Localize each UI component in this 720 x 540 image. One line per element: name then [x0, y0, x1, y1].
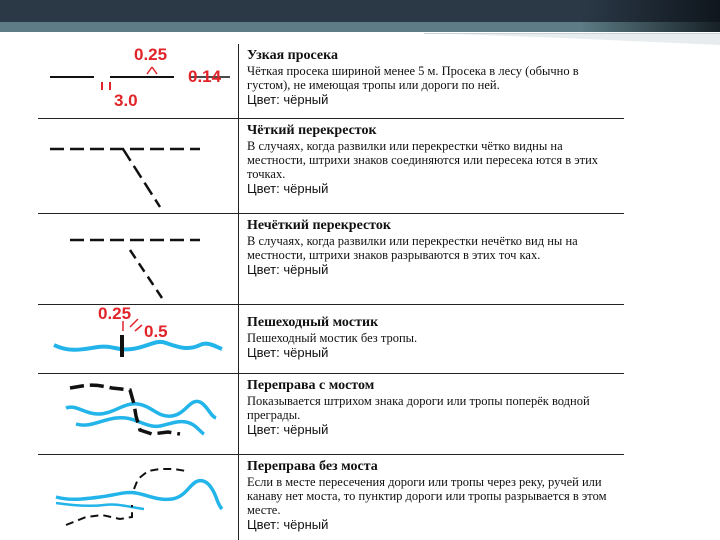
distinct-junction-symbol	[40, 119, 234, 213]
symbol-row-distinct-junction	[38, 119, 624, 213]
symbol-description	[247, 459, 623, 533]
symbol-text: В случаях, когда развилки или перекрестки чётко видны на местности, штрихи знаков соединяются или пересека ются в этих точках.	[247, 139, 599, 181]
symbol-title: Чёткий перекресток	[247, 123, 377, 138]
symbol-description	[247, 315, 623, 361]
dimension-label: 0.25	[134, 45, 168, 64]
symbol-color: Цвет: чёрный	[247, 422, 329, 437]
indistinct-junction-symbol	[40, 214, 234, 304]
symbol-table	[38, 44, 624, 540]
symbol-description	[247, 218, 623, 278]
symbol-text: В случаях, когда развилки или перекрестки нечётко вид ны на местности, штрихи знаков разрываются в этих точ ках.	[247, 234, 578, 262]
symbol-title: Нечёткий перекресток	[247, 218, 391, 233]
symbol-color: Цвет: чёрный	[247, 92, 329, 107]
dimension-label: 0.14	[188, 67, 222, 86]
symbol-description	[247, 378, 623, 438]
symbol-text: Если в месте пересечения дороги или тропы через реку, ручей или канаву нет моста, то пунктир дороги или тропы разрывается в этом месте.	[247, 475, 607, 517]
symbol-description	[247, 123, 623, 197]
dimension-label: 3.0	[114, 91, 138, 110]
symbol-description	[247, 48, 623, 108]
symbol-color: Цвет: чёрный	[247, 262, 329, 277]
symbol-title: Пешеходный мостик	[247, 315, 379, 330]
symbol-row-crossing-with-bridge	[38, 374, 624, 454]
symbol-title: Переправа без моста	[247, 459, 378, 474]
symbol-row-footbridge	[38, 305, 624, 373]
footbridge-symbol	[40, 305, 234, 373]
symbol-text: Чёткая просека шириной менее 5 м. Просека в лесу (обычно в густом), не имеющая тропы или дороги по ней.	[247, 64, 579, 92]
dimension-label: 0.25	[98, 304, 132, 323]
symbol-row-indistinct-junction	[38, 214, 624, 304]
symbol-text: Пешеходный мостик без тропы.	[247, 331, 418, 345]
symbol-color: Цвет: чёрный	[247, 345, 329, 360]
symbol-title: Узкая просека	[247, 48, 338, 63]
slide-header-shade	[580, 0, 720, 32]
symbol-row-narrow-cutting	[38, 44, 624, 118]
symbol-row-crossing-without-bridge	[38, 455, 624, 540]
symbol-color: Цвет: чёрный	[247, 181, 329, 196]
crossing-without-bridge-symbol	[40, 455, 234, 540]
dimension-label: 0.5	[144, 322, 168, 341]
symbol-title: Переправа с мостом	[247, 378, 375, 393]
crossing-with-bridge-symbol	[40, 374, 234, 454]
symbol-color: Цвет: чёрный	[247, 517, 329, 532]
symbol-text: Показывается штрихом знака дороги или тропы поперёк водной преграды.	[247, 394, 590, 422]
